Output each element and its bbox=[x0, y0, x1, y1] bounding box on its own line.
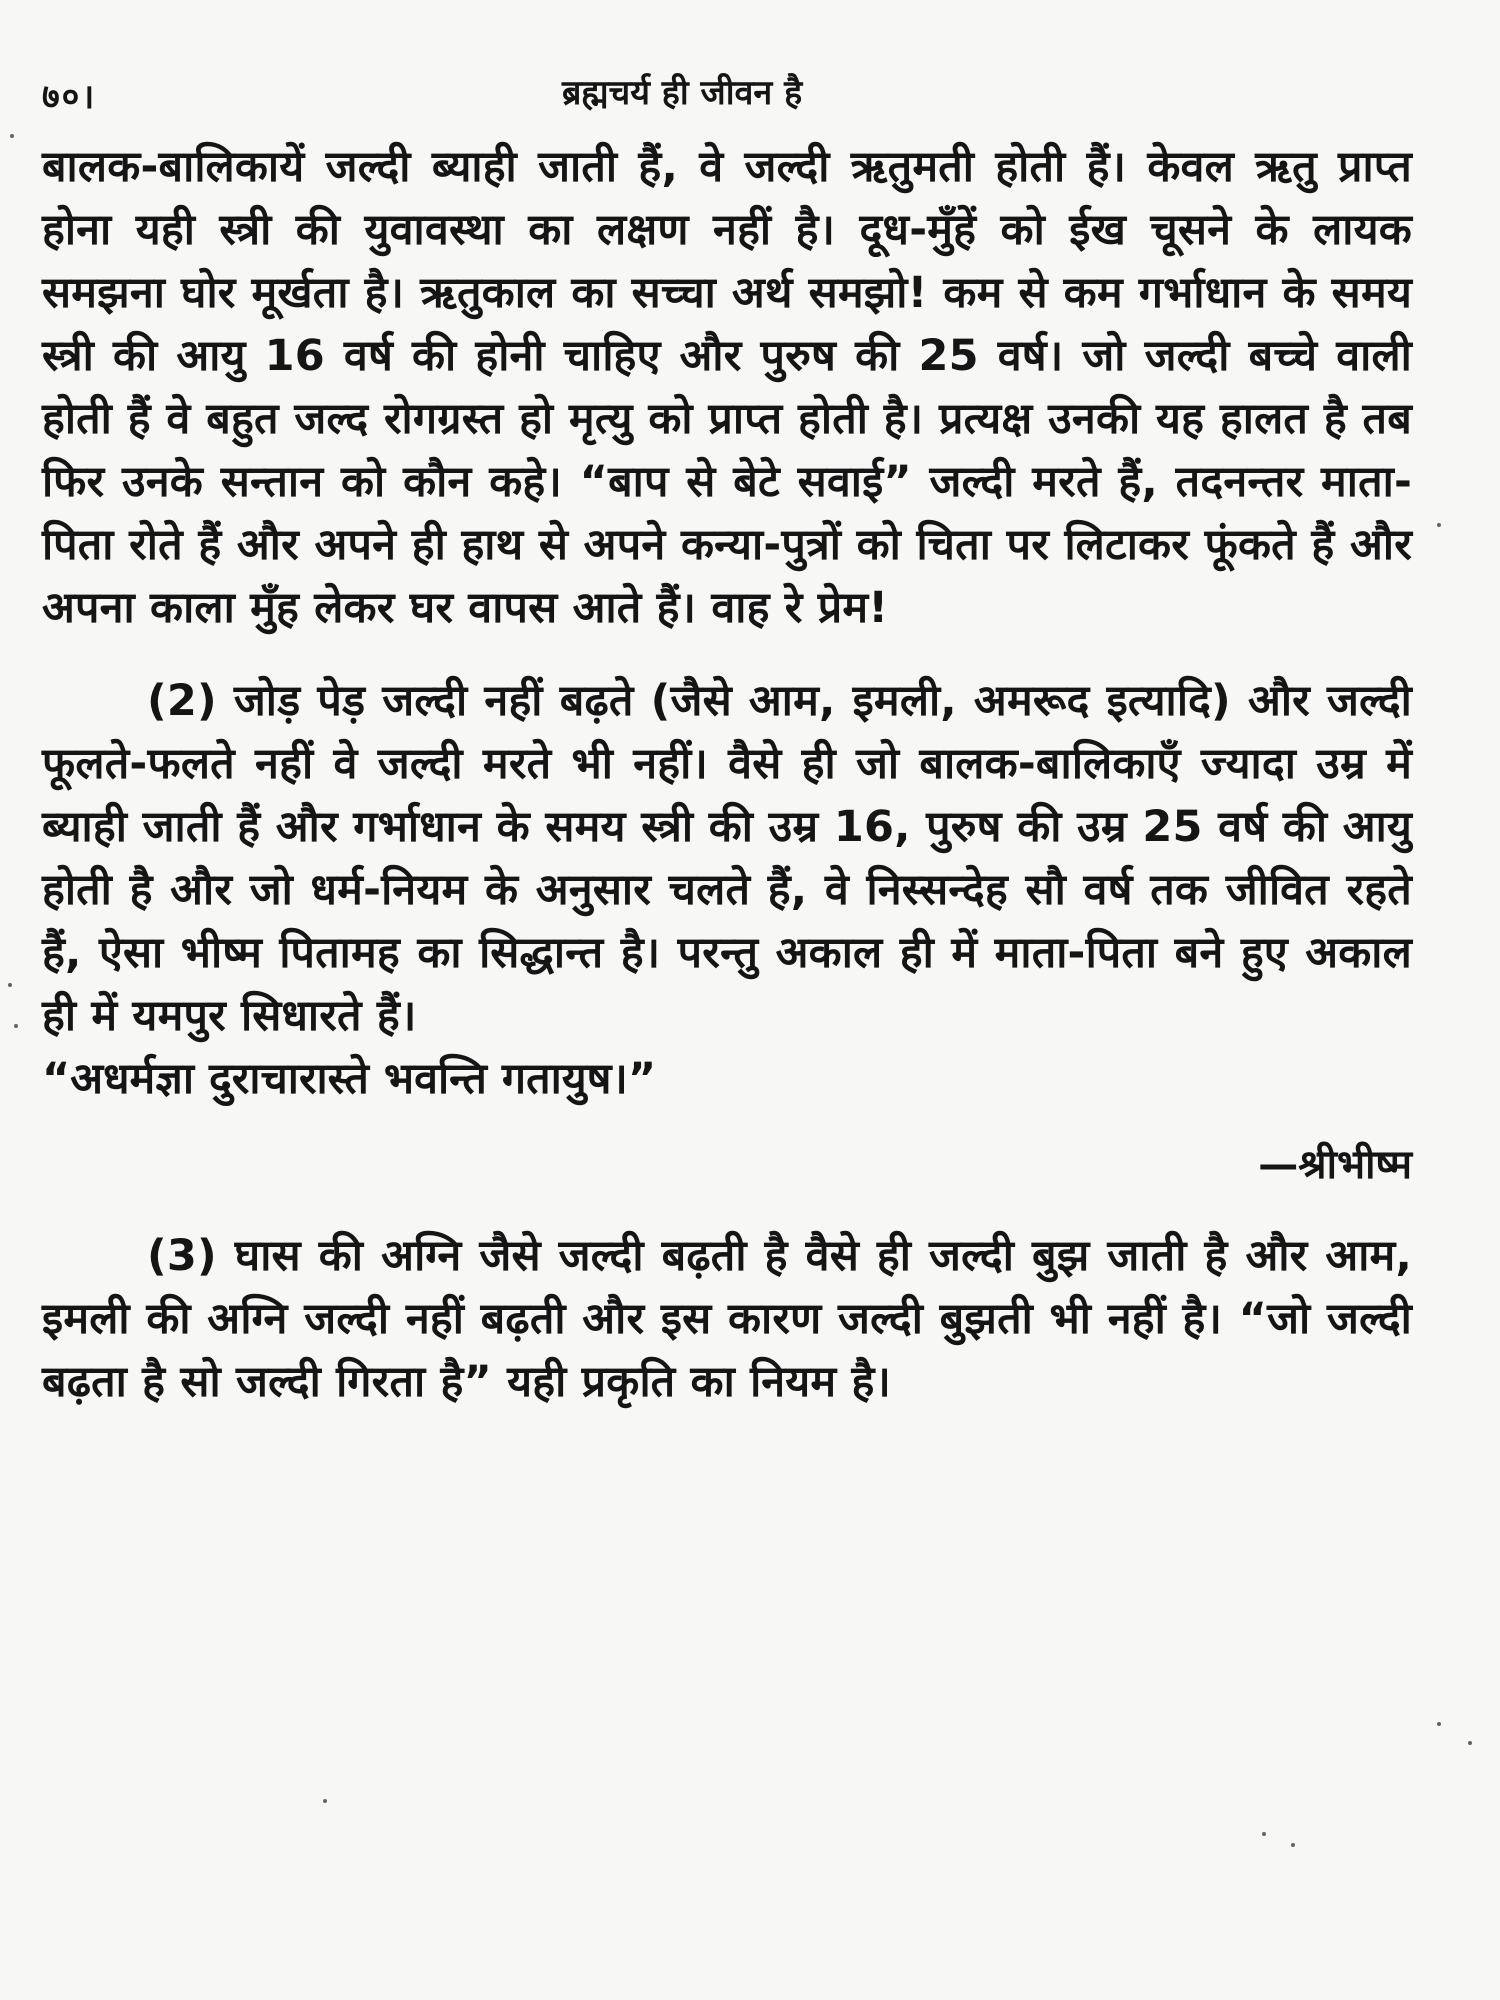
sanskrit-quote: “अधर्मज्ञा दुराचारास्ते भवन्ति गतायुष।” bbox=[42, 1054, 657, 1104]
quote-attribution: —श्रीभीष्म bbox=[1258, 1142, 1412, 1188]
scan-speck bbox=[1291, 1843, 1295, 1847]
scan-speck bbox=[1468, 1741, 1472, 1745]
scan-speck bbox=[323, 1799, 327, 1803]
paragraph-gap bbox=[42, 640, 1412, 670]
page-number: ७०। bbox=[42, 77, 97, 117]
running-title: ब्रह्मचर्य ही जीवन है bbox=[562, 73, 803, 113]
paragraph-2: (2) जोड़ पेड़ जल्दी नहीं बढ़ते (जैसे आम, इमली, अमरूद इत्यादि) और जल्दी फूलते-फलते नहीं वे जल्दी मरते भी नहीं। वैसे ही जो बालक-बालिकाएँ ज्यादा उम्र में ब्याही जाती हैं और गर्भाधान के समय स्त्री की उम्र 16, पुरुष की उम्र 25 वर्ष की आयु होती है और जो धर्म-नियम के अनुसार चलते हैं, वे निस्सन्देह सौ वर्ष तक जीवित रहते हैं, ऐसा भीष्म पितामह का सिद्धान्त है। परन्तु अकाल ही में माता-पिता बने हुए अकाल ही में यमपुर सिधारते हैं। bbox=[42, 676, 1412, 1041]
scan-speck bbox=[1262, 1832, 1266, 1836]
page-header bbox=[42, 68, 1412, 132]
body-text bbox=[42, 136, 1412, 1414]
paragraph-3: (3) घास की अग्नि जैसे जल्दी बढ़ती है वैसे ही जल्दी बुझ जाती है और आम, इमली की अग्नि जल्दी नहीं बढ़ती और इस कारण जल्दी बुझती भी नहीं है। “जो जल्दी बढ़ता है सो जल्दी गिरता है” यही प्रकृति का नियम है। bbox=[42, 1231, 1412, 1407]
scan-speck bbox=[10, 134, 14, 138]
scan-speck bbox=[8, 983, 12, 987]
paragraph-gap bbox=[42, 1195, 1412, 1225]
paragraph-1: बालक-बालिकायें जल्दी ब्याही जाती हैं, वे जल्दी ऋतुमती होती हैं। केवल ऋतु प्राप्त होना यही स्त्री की युवावस्था का लक्षण नहीं है। दूध-मुँहें को ईख चूसने के लायक समझना घोर मूर्खता है। ऋतुकाल का सच्चा अर्थ समझो! कम से कम गर्भाधान के समय स्त्री की आयु 16 वर्ष की होनी चाहिए और पुरुष की 25 वर्ष। जो जल्दी बच्चे वाली होती हैं वे बहुत जल्द रोगग्रस्त हो मृत्यु को प्राप्त होती है। प्रत्यक्ष उनकी यह हालत है तब फिर उनके सन्तान को कौन कहे। “बाप से बेटे सवाई” जल्दी मरते हैं, तदनन्तर माता-पिता रोते हैं और अपने ही हाथ से अपने कन्या-पुत्रों को चिता पर लिटाकर फूंकते हैं और अपना काला मुँह लेकर घर वापस आते हैं। वाह रे प्रेम! bbox=[42, 142, 1412, 633]
scan-speck bbox=[14, 1024, 18, 1028]
scan-speck bbox=[1437, 523, 1441, 527]
scan-speck bbox=[1437, 1722, 1441, 1726]
